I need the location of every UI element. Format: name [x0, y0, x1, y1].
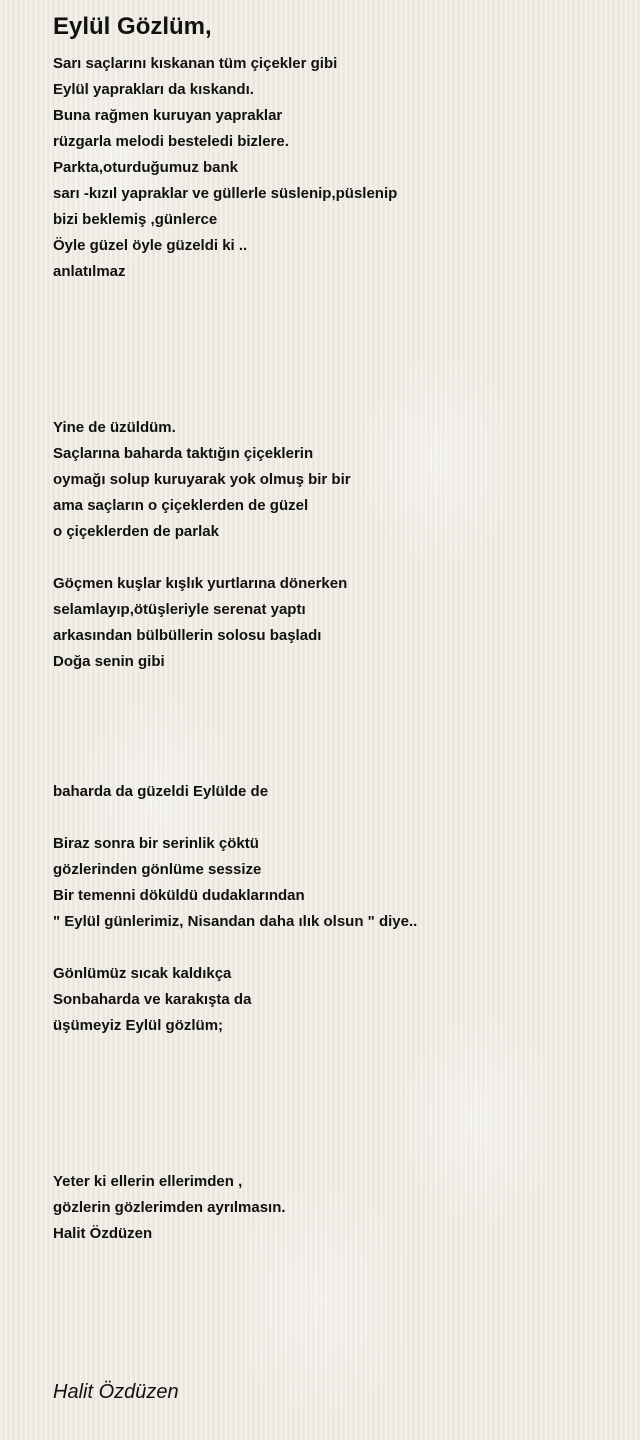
poem-blank-line	[53, 1117, 613, 1143]
poem-line: Biraz sonra bir serinlik çöktü	[53, 835, 259, 852]
poem-line: bizi beklemiş ,günlerce	[53, 211, 218, 228]
poem-blank-line	[53, 935, 613, 961]
poem-line: Sarı saçlarını kıskanan tüm çiçekler gibi	[53, 55, 338, 72]
poem-line: oymağı solup kuruyarak yok olmuş bir bir	[53, 471, 351, 488]
poem-line: gözlerinden gönlüme sessize	[53, 861, 262, 878]
poem-blank-line	[53, 389, 613, 415]
poem-line: Buna rağmen kuruyan yapraklar	[53, 107, 283, 124]
poem-line: Yine de üzüldüm.	[53, 419, 176, 436]
poem-blank-line	[53, 545, 613, 571]
poem-line: ama saçların o çiçeklerden de güzel	[53, 497, 309, 514]
poem-line: Parkta,oturduğumuz bank	[53, 159, 239, 176]
poem-blank-line	[53, 285, 613, 311]
poem-line: gözlerin gözlerimden ayrılmasın.	[53, 1199, 286, 1216]
poem-line: Gönlümüz sıcak kaldıkça	[53, 965, 232, 982]
poem-blank-line	[53, 363, 613, 389]
poem-line: Öyle güzel öyle güzeldi ki ..	[53, 237, 248, 254]
poem-line: Göçmen kuşlar kışlık yurtlarına dönerken	[53, 575, 348, 592]
poem-blank-line	[53, 311, 613, 337]
poem-line: Saçlarına baharda taktığın çiçeklerin	[53, 445, 314, 462]
poem-line: Sonbaharda ve karakışta da	[53, 991, 252, 1008]
poem-line: selamlayıp,ötüşleriyle serenat yaptı	[53, 601, 306, 618]
poem-line: Bir temenni döküldü dudaklarından	[53, 887, 305, 904]
poem-line: Yeter ki ellerin ellerimden ,	[53, 1173, 243, 1190]
poem-line: " Eylül günlerimiz, Nisandan daha ılık olsun " diye..	[53, 913, 418, 930]
poem-author: Halit Özdüzen	[53, 1381, 179, 1403]
poem-line: Doğa senin gibi	[53, 653, 165, 670]
poem-line: Halit Özdüzen	[53, 1225, 153, 1242]
poem-blank-line	[53, 805, 613, 831]
poem-blank-line	[53, 753, 613, 779]
poem-line: sarı -kızıl yapraklar ve güllerle süslenip,püslenip	[53, 185, 398, 202]
poem-line: Eylül yaprakları da kıskandı.	[53, 81, 254, 98]
poem-blank-line	[53, 675, 613, 701]
poem-line: anlatılmaz	[53, 263, 126, 280]
poem-blank-line	[53, 337, 613, 363]
poem-line: arkasından bülbüllerin solosu başladı	[53, 627, 322, 644]
poem-body	[53, 51, 613, 1247]
poem-blank-line	[53, 727, 613, 753]
poem-title: Eylül Gözlüm,	[53, 13, 212, 40]
poem-blank-line	[53, 701, 613, 727]
poem-blank-line	[53, 1091, 613, 1117]
poem-line: rüzgarla melodi besteledi bizlere.	[53, 133, 289, 150]
poem-line: baharda da güzeldi Eylülde de	[53, 783, 269, 800]
poem-blank-line	[53, 1065, 613, 1091]
poem-blank-line	[53, 1143, 613, 1169]
poem-line: üşümeyiz Eylül gözlüm;	[53, 1017, 224, 1034]
poem-line: o çiçeklerden de parlak	[53, 523, 219, 540]
poem-blank-line	[53, 1039, 613, 1065]
